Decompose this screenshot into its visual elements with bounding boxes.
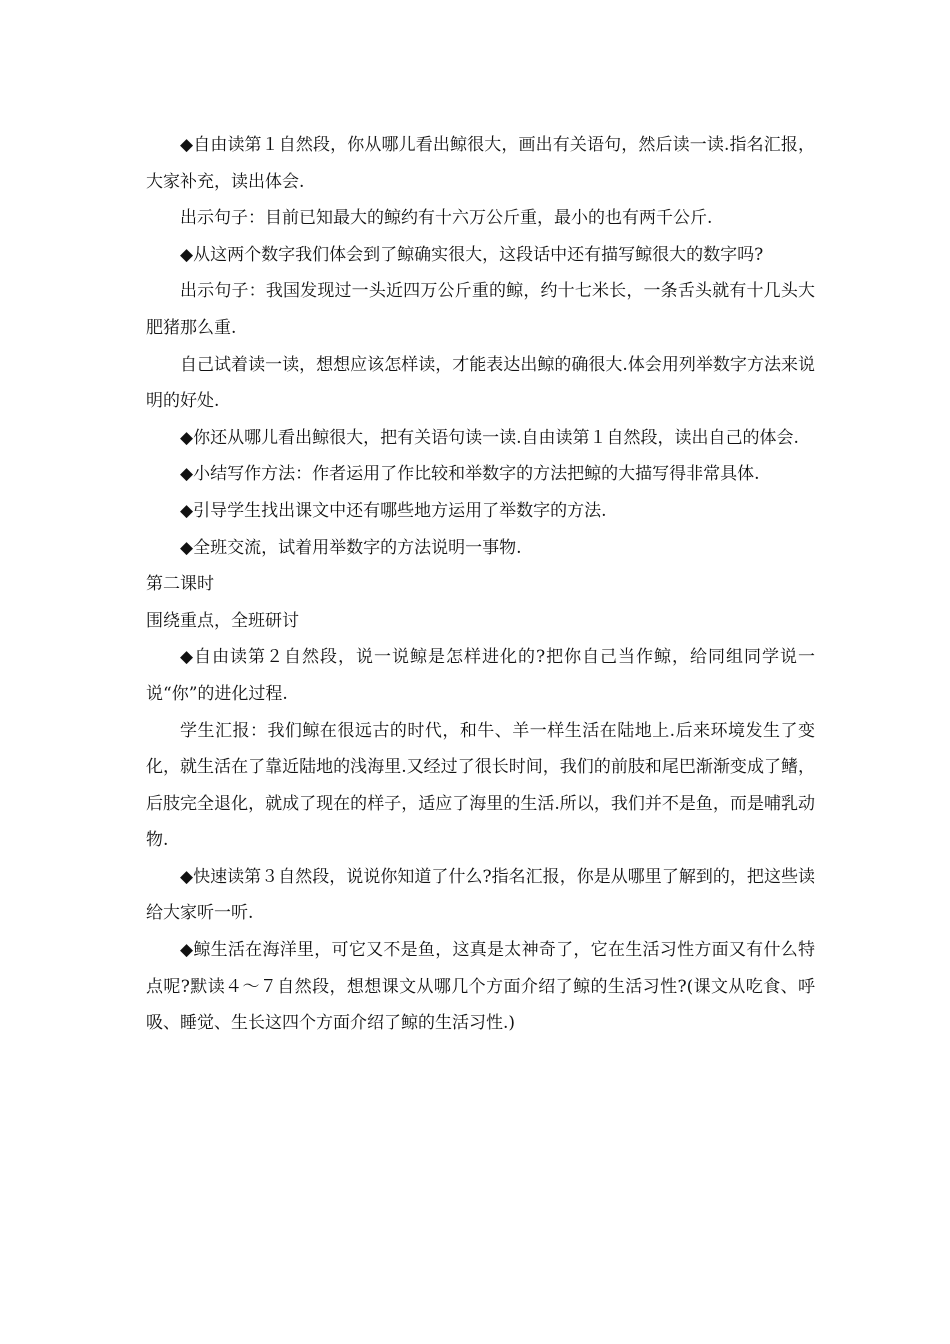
paragraph-2: 出示句子：目前已知最大的鲸约有十六万公斤重，最小的也有两千公斤. (180, 208, 713, 229)
paragraph-4: 出示句子：我国发现过一头近四万公斤重的鲸，约十七米长，一条舌头就有十几头大肥猪那么重. (146, 281, 815, 338)
paragraph-7: ◆小结写作方法：作者运用了作比较和举数字的方法把鲸的大描写得非常具体. (180, 464, 760, 485)
paragraph-1: ◆自由读第１自然段，你从哪儿看出鲸很大，画出有关语句，然后读一读.指名汇报，大家补充，读出体会. (146, 135, 815, 192)
paragraph-13: ◆鲸生活在海洋里，可它又不是鱼，这真是太神奇了，它在生活习性方面又有什么特点呢?默读４～７自然段，想想课文从哪几个方面介绍了鲸的生活习性?(课文从吃食、呼吸、睡觉、生长这四个方面介绍了鲸的生活习性.) (146, 940, 815, 1034)
paragraph-5: 自己试着读一读，想想应该怎样读，才能表达出鲸的确很大.体会用列举数字方法来说明的好处. (146, 354, 815, 412)
paragraph-6: ◆你还从哪儿看出鲸很大，把有关语句读一读.自由读第１自然段，读出自己的体会. (180, 427, 799, 448)
section-heading-lesson-two: 第二课时 (146, 574, 214, 595)
paragraph-12: ◆快速读第３自然段，说说你知道了什么?指名汇报，你是从哪里了解到的，把这些读给大家听一听. (146, 866, 815, 924)
paragraph-9: ◆全班交流，试着用举数字的方法说明一事物. (180, 537, 522, 558)
paragraph-3: ◆从这两个数字我们体会到了鲸确实很大，这段话中还有描写鲸很大的数字吗? (180, 244, 764, 265)
paragraph-10: ◆自由读第２自然段，说一说鲸是怎样进化的?把你自己当作鲸，给同组同学说一说“你”的进化过程. (146, 647, 815, 704)
paragraph-11: 学生汇报：我们鲸在很远古的时代，和牛、羊一样生活在陆地上.后来环境发生了变化，就生活在了靠近陆地的浅海里.又经过了很长时间，我们的前肢和尾巴渐渐变成了鳍，后肢完全退化，就成了现在的样子，适应了海里的生活.所以，我们并不是鱼，而是哺乳动物. (146, 720, 815, 851)
section-heading-discussion: 围绕重点，全班研讨 (146, 610, 299, 631)
paragraph-8: ◆引导学生找出课文中还有哪些地方运用了举数字的方法. (180, 500, 607, 521)
